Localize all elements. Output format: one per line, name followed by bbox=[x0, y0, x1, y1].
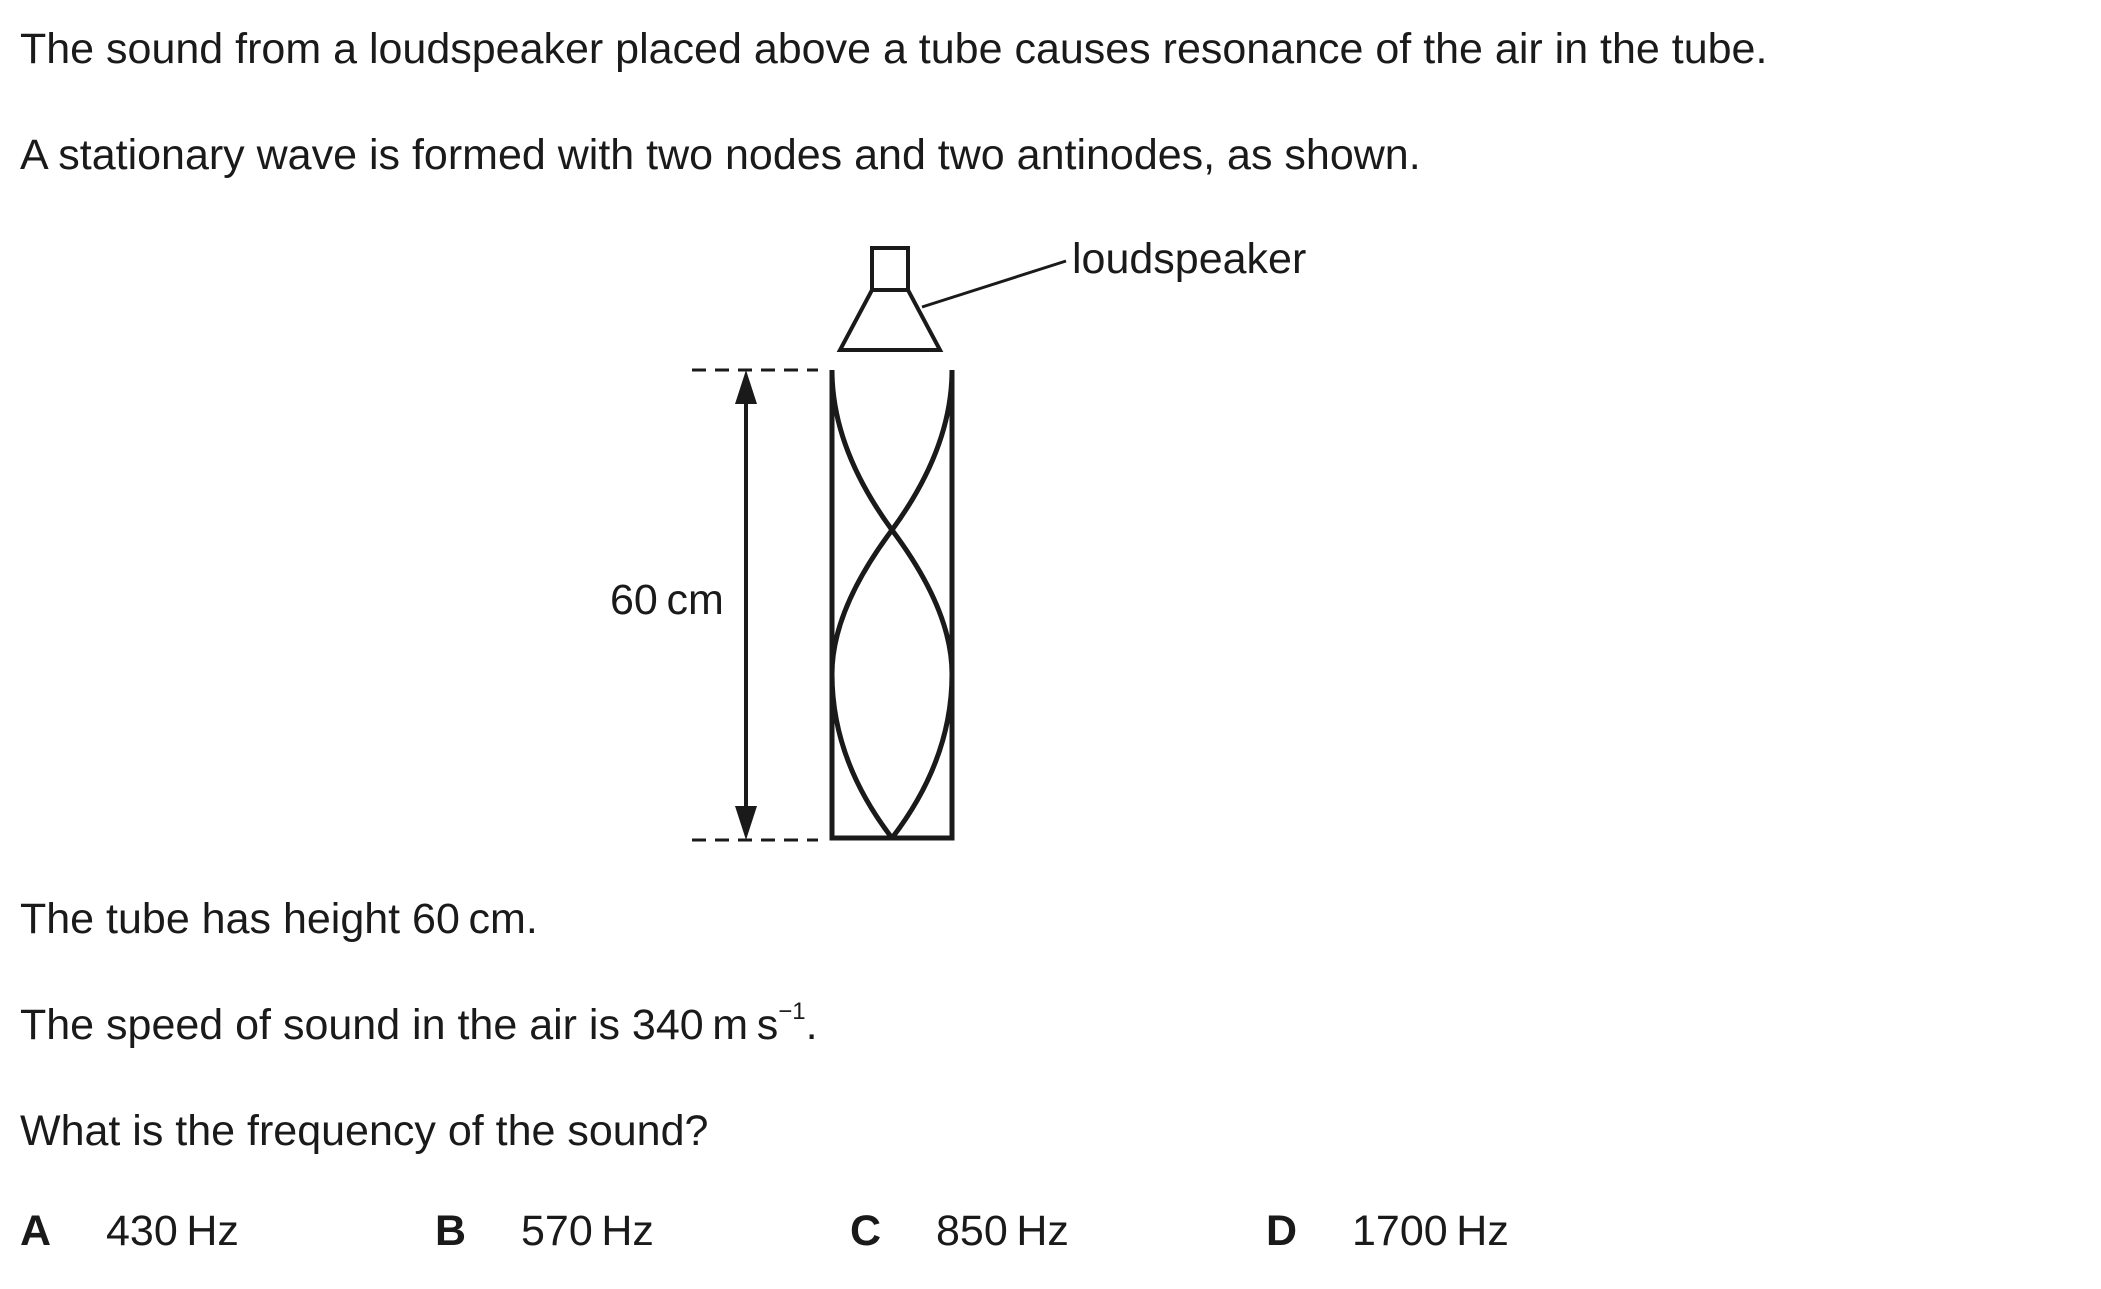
loudspeaker-leader-line bbox=[922, 261, 1066, 307]
option-a-letter: A bbox=[20, 1207, 52, 1255]
option-b[interactable] bbox=[435, 1207, 654, 1255]
option-c-letter: C bbox=[850, 1207, 882, 1255]
speed-suffix: . bbox=[805, 1001, 818, 1049]
option-d[interactable] bbox=[1266, 1207, 1509, 1255]
speed-text: The speed of sound in the air is 340 m s bbox=[20, 1001, 779, 1049]
option-a[interactable] bbox=[20, 1207, 239, 1255]
option-c-value: 850 Hz bbox=[936, 1207, 1069, 1255]
wave-envelope-right bbox=[892, 370, 952, 838]
option-a-value: 430 Hz bbox=[106, 1207, 239, 1255]
option-d-value: 1700 Hz bbox=[1352, 1207, 1509, 1255]
wave-envelope-left bbox=[832, 370, 892, 838]
option-d-letter: D bbox=[1266, 1207, 1298, 1255]
info-tube-height: The tube has height 60 cm. bbox=[20, 895, 538, 943]
info-speed-of-sound bbox=[20, 998, 818, 1049]
option-b-value: 570 Hz bbox=[521, 1207, 654, 1255]
question-intro-line-1: The sound from a loudspeaker placed above a tube causes resonance of the air in the tube. bbox=[20, 25, 1768, 73]
option-c[interactable] bbox=[850, 1207, 1069, 1255]
question-intro-line-2: A stationary wave is formed with two nodes and two antinodes, as shown. bbox=[20, 131, 1421, 179]
loudspeaker-icon bbox=[840, 248, 940, 350]
speed-exponent: −1 bbox=[778, 998, 806, 1025]
loudspeaker-label: loudspeaker bbox=[1072, 235, 1307, 283]
question-prompt: What is the frequency of the sound? bbox=[20, 1107, 709, 1155]
height-arrow bbox=[735, 370, 757, 840]
option-b-letter: B bbox=[435, 1207, 467, 1255]
height-label: 60 cm bbox=[610, 576, 724, 624]
